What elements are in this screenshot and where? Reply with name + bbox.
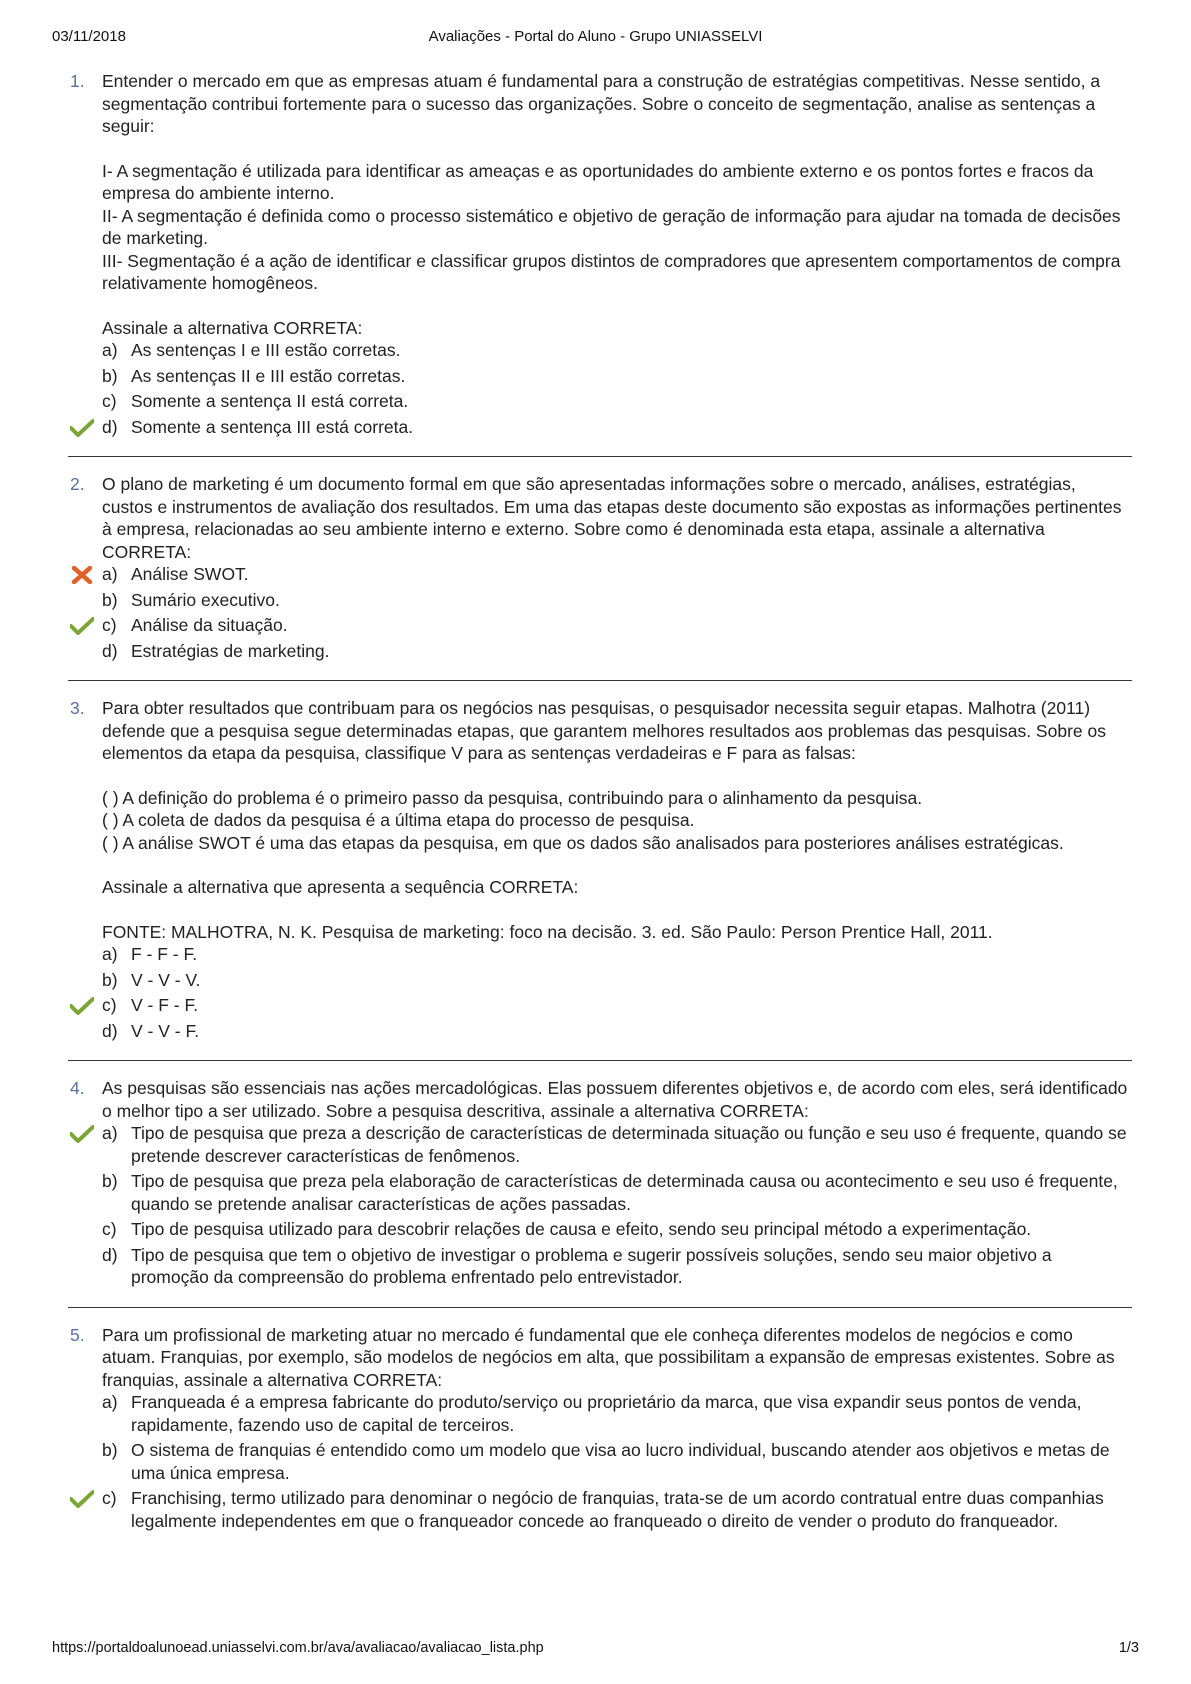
print-date: 03/11/2018 xyxy=(52,28,126,45)
option-d xyxy=(70,1020,1130,1043)
option-b xyxy=(70,1170,1130,1215)
option-letter: c) xyxy=(102,1219,117,1239)
statement: II- A segmentação é definida como o processo sistemático e objetivo de geração de informação para ajudar na tomada de decisões de marketing. xyxy=(102,205,1121,248)
option-a xyxy=(70,943,1130,966)
option-d xyxy=(70,640,1130,663)
question-prompt: Assinale a alternativa CORRETA: xyxy=(102,317,363,338)
question-4 xyxy=(70,1077,1130,1289)
option-letter: c) xyxy=(102,995,117,1015)
option-text: Análise SWOT. xyxy=(131,564,249,584)
option-text: Sumário executivo. xyxy=(131,589,280,610)
correct-check-icon xyxy=(70,1125,94,1143)
statement: I- A segmentação é utilizada para identificar as ameaças e as oportunidades do ambiente externo e os pontos fortes e fracos da empresa do ambiente interno. xyxy=(102,160,1094,203)
option-a xyxy=(70,563,1130,586)
option-text: Tipo de pesquisa que preza a descrição de características de determinada situação ou função e seu uso é frequente, quando se pretende descrever características de fenômenos. xyxy=(131,1123,1127,1166)
correct-check-icon xyxy=(70,617,94,635)
statement: ( ) A definição do problema é o primeiro passo da pesquisa, contribuindo para o alinhamento da pesquisa. xyxy=(102,787,923,808)
option-c xyxy=(70,614,1130,637)
page-url: https://portaldoalunoead.uniasselvi.com.br/ava/avaliacao/avaliacao_lista.php xyxy=(52,1640,544,1656)
question-number: 3. xyxy=(70,698,85,718)
page-counter: 1/3 xyxy=(1118,1640,1139,1656)
option-text: Somente a sentença III está correta. xyxy=(131,416,414,437)
option-letter: d) xyxy=(102,1244,118,1265)
option-letter: d) xyxy=(102,1020,118,1041)
option-text: V - F - F. xyxy=(131,995,199,1015)
statement: ( ) A coleta de dados da pesquisa é a última etapa do processo de pesquisa. xyxy=(102,810,695,830)
option-text: Tipo de pesquisa que tem o objetivo de investigar o problema e sugerir possíveis soluções, sendo seu maior objetivo a promoção da compreensão do problema enfrentado pelo entrevistador. xyxy=(131,1244,1052,1287)
option-text: Estratégias de marketing. xyxy=(131,640,330,661)
statement: III- Segmentação é a ação de identificar e classificar grupos distintos de compradores que apresentem comportamentos de compra relativamente homogêneos. xyxy=(102,250,1121,293)
option-text: V - V - F. xyxy=(131,1020,200,1041)
option-a xyxy=(70,339,1130,362)
option-b xyxy=(70,1439,1130,1484)
question-intro: Para obter resultados que contribuam para os negócios nas pesquisas, o pesquisador necessita seguir etapas. Malhotra (2011) defende que a pesquisa segue determinadas etapas, que garantem melhores resultados aos problemas das pesquisas. Sobre os elementos da etapa da pesquisa, classifique V para as sentenças verdadeiras e F para as falsas: xyxy=(102,698,1106,763)
option-letter: c) xyxy=(102,1488,117,1508)
option-letter: b) xyxy=(102,589,118,610)
option-text: Tipo de pesquisa utilizado para descobrir relações de causa e efeito, sendo seu principal método a experimentação. xyxy=(131,1219,1032,1239)
option-c xyxy=(70,1218,1130,1241)
print-footer xyxy=(52,1640,1139,1662)
question-intro: As pesquisas são essenciais nas ações mercadológicas. Elas possuem diferentes objetivos e, de acordo com eles, será identificado o melhor tipo a ser utilizado. Sobre a pesquisa descritiva, assinale a alternativa CORRETA: xyxy=(102,1078,1128,1121)
question-divider xyxy=(68,1307,1132,1308)
question-number: 1. xyxy=(70,71,85,91)
question-list xyxy=(70,70,1130,1532)
option-d xyxy=(70,1244,1130,1289)
option-text: Franqueada é a empresa fabricante do produto/serviço ou proprietário da marca, que visa expandir seus pontos de venda, rapidamente, fazendo uso de capital de terceiros. xyxy=(131,1392,1082,1435)
question-intro: O plano de marketing é um documento formal em que são apresentadas informações sobre o mercado, análises, estratégias, custos e instrumentos de avaliação dos resultados. Em uma das etapas deste documento são expostas as informações pertinentes à empresa, relacionadas ao seu ambiente interno e externo. Sobre como é denominada esta etapa, assinale a alternativa CORRETA: xyxy=(102,474,1122,562)
option-letter: a) xyxy=(102,1123,118,1143)
question-number: 5. xyxy=(70,1324,85,1345)
statement: ( ) A análise SWOT é uma das etapas da pesquisa, em que os dados são analisados para posteriores análises estratégicas. xyxy=(102,832,1064,853)
option-c xyxy=(70,1487,1130,1532)
question-divider xyxy=(68,680,1132,681)
question-divider xyxy=(68,456,1132,457)
option-letter: c) xyxy=(102,391,117,411)
question-3 xyxy=(70,697,1130,1042)
question-1 xyxy=(70,70,1130,438)
option-letter: a) xyxy=(102,944,118,964)
question-intro: Entender o mercado em que as empresas atuam é fundamental para a construção de estratégias competitivas. Nesse sentido, a segmentação contribui fortemente para o sucesso das organizações. Sobre o conceito de segmentação, analise as sentenças a seguir: xyxy=(102,71,1101,136)
option-c xyxy=(70,390,1130,413)
option-letter: a) xyxy=(102,340,118,360)
option-text: F - F - F. xyxy=(131,944,198,964)
option-letter: b) xyxy=(102,969,118,990)
option-letter: d) xyxy=(102,416,118,437)
option-letter: b) xyxy=(102,1171,118,1191)
correct-check-icon xyxy=(70,1490,94,1508)
option-letter: a) xyxy=(102,1392,118,1412)
question-number: 2. xyxy=(70,474,85,494)
print-header xyxy=(52,28,1139,50)
option-text: O sistema de franquias é entendido como um modelo que visa ao lucro individual, buscando atender aos objetivos e metas de uma única empresa. xyxy=(131,1440,1110,1483)
option-letter: d) xyxy=(102,640,118,661)
option-b xyxy=(70,365,1130,388)
option-a xyxy=(70,1391,1130,1436)
question-5 xyxy=(70,1324,1130,1533)
option-letter: b) xyxy=(102,365,118,386)
question-divider xyxy=(68,1060,1132,1061)
correct-check-icon xyxy=(70,997,94,1015)
page-title: Avaliações - Portal do Aluno - Grupo UNIASSELVI xyxy=(428,28,763,45)
source-citation: FONTE: MALHOTRA, N. K. Pesquisa de marketing: foco na decisão. 3. ed. São Paulo: Person Prentice Hall, 2011. xyxy=(102,921,993,942)
option-text: V - V - V. xyxy=(131,969,201,990)
wrong-x-icon xyxy=(70,566,94,584)
question-prompt: Assinale a alternativa que apresenta a sequência CORRETA: xyxy=(102,877,579,897)
option-d xyxy=(70,416,1130,439)
correct-check-icon xyxy=(70,419,94,437)
option-a xyxy=(70,1122,1130,1167)
question-intro: Para um profissional de marketing atuar no mercado é fundamental que ele conheça diferentes modelos de negócios e como atuam. Franquias, por exemplo, são modelos de negócios em alta, que possibilitam a expansão de empresas existentes. Sobre as franquias, assinale a alternativa CORRETA: xyxy=(102,1324,1115,1390)
question-2 xyxy=(70,473,1130,662)
option-letter: c) xyxy=(102,615,117,635)
option-text: Somente a sentença II está correta. xyxy=(131,391,409,411)
option-text: Análise da situação. xyxy=(131,615,288,635)
option-text: Franchising, termo utilizado para denominar o negócio de franquias, trata-se de um acordo contratual entre duas companhias legalmente independentes em que o franqueador concede ao franqueado o direito de vender o produto do franqueador. xyxy=(131,1488,1104,1531)
option-b xyxy=(70,969,1130,992)
option-c xyxy=(70,994,1130,1017)
option-text: Tipo de pesquisa que preza pela elaboração de características de determinada causa ou acontecimento e seu uso é frequente, quando se pretende analisar características de ações passadas. xyxy=(131,1171,1118,1214)
option-text: As sentenças II e III estão corretas. xyxy=(131,365,406,386)
question-number: 4. xyxy=(70,1078,85,1098)
option-text: As sentenças I e III estão corretas. xyxy=(131,340,401,360)
option-letter: b) xyxy=(102,1440,118,1460)
option-b xyxy=(70,589,1130,612)
option-letter: a) xyxy=(102,564,118,584)
